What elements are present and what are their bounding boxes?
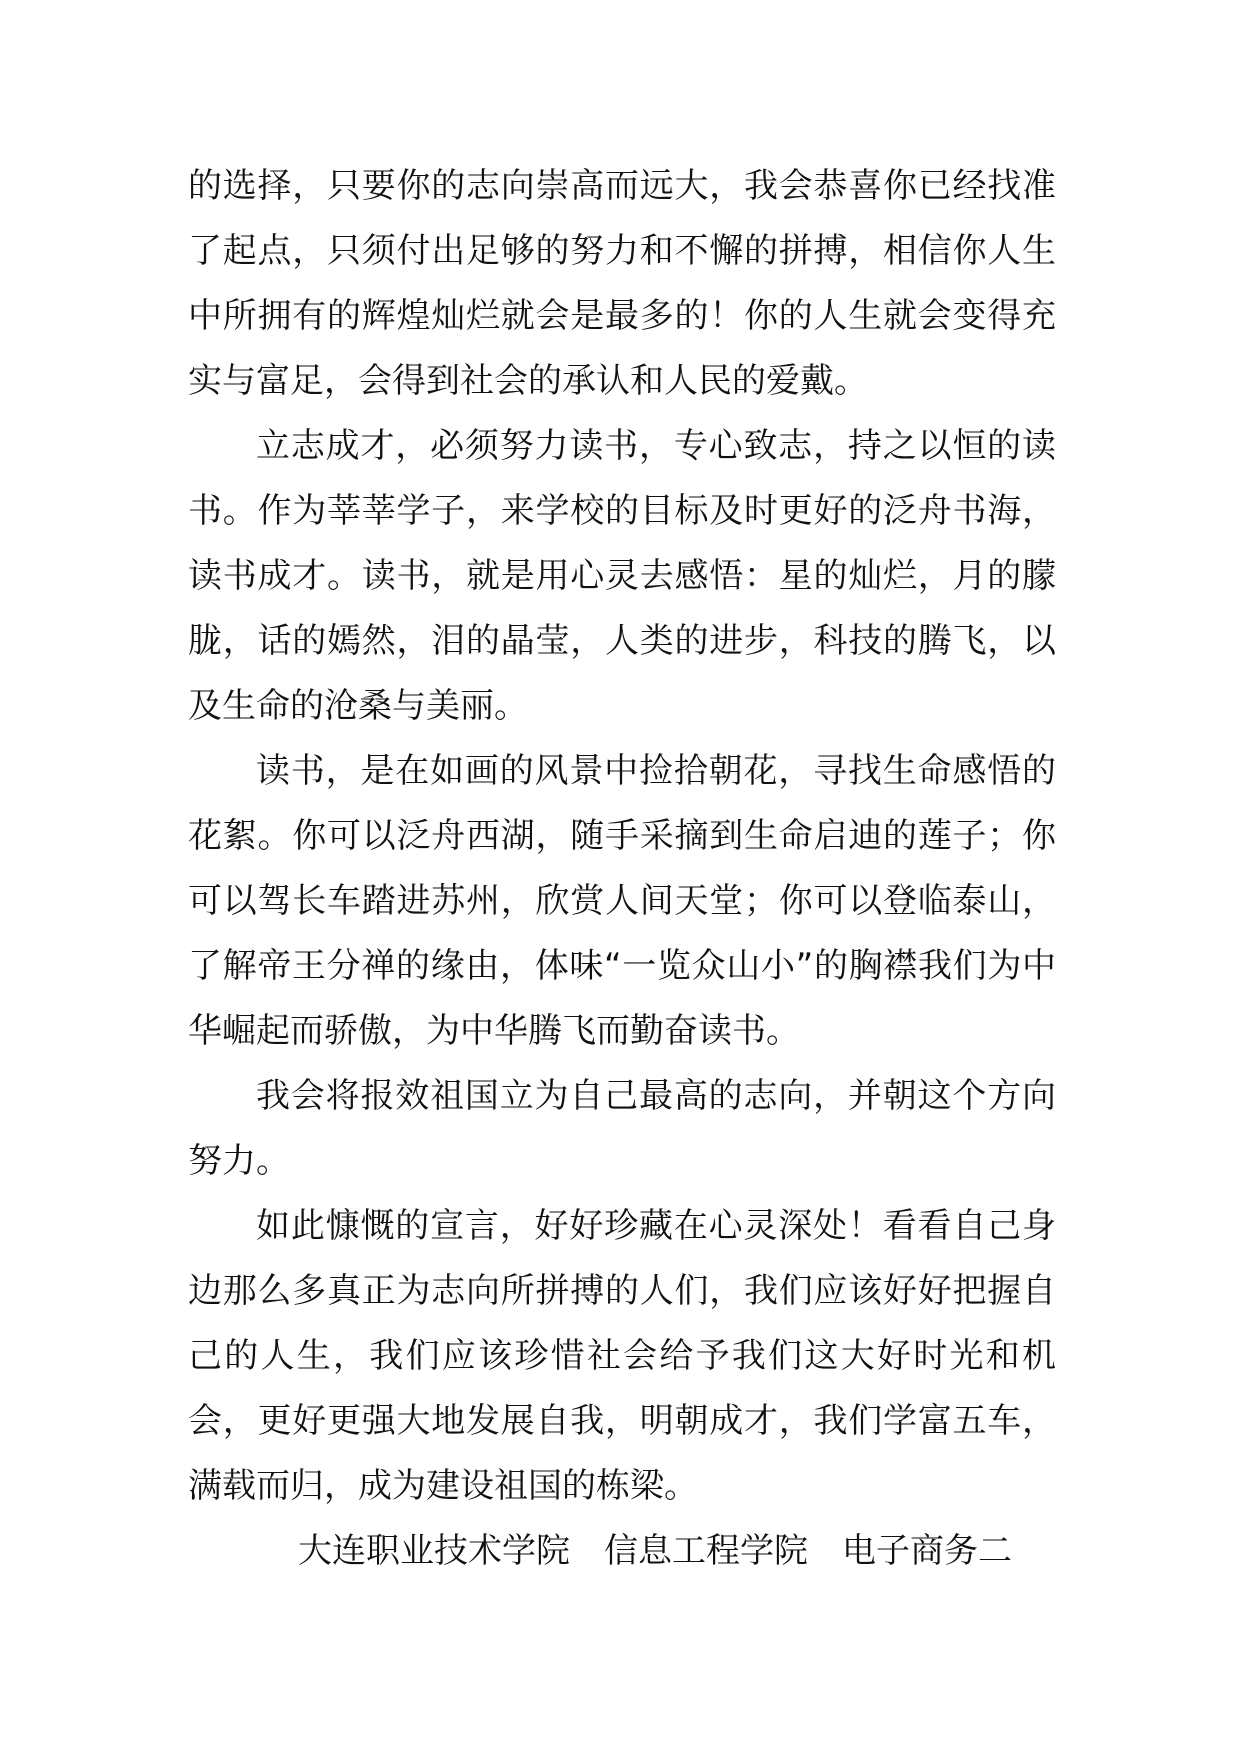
paragraph-declaration: 如此慷慨的宣言，好好珍藏在心灵深处！看看自己身边那么多真正为志向所拼搏的人们，我们应该好好把握自己的人生，我们应该珍惜社会给予我们这大好时光和机会，更好更强大地发展自我，明朝成才，我们学富五车，满载而归，成为建设祖国的栋梁。: [188, 1206, 1056, 1506]
author-signature: 大连职业技术学院 信息工程学院 电子商务二: [298, 1531, 1012, 1571]
paragraph-continued: 的选择，只要你的志向崇高而远大，我会恭喜你已经找准了起点，只须付出足够的努力和不懈的拼搏，相信你人生中所拥有的辉煌灿烂就会是最多的！你的人生就会变得充实与富足，会得到社会的承认和人民的爱戴。: [188, 166, 1056, 401]
paragraph-study-reading: 立志成才，必须努力读书，专心致志，持之以恒的读书。作为莘莘学子，来学校的目标及时更好的泛舟书海，读书成才。读书，就是用心灵去感悟：星的灿烂，月的朦胧，话的嫣然，泪的晶莹，人类的进步，科技的腾飞，以及生命的沧桑与美丽。: [188, 426, 1056, 726]
paragraph-reading-scenery: 读书，是在如画的风景中捡拾朝花，寻找生命感悟的花絮。你可以泛舟西湖，随手采摘到生命启迪的莲子；你可以驾长车踏进苏州，欣赏人间天堂；你可以登临泰山，了解帝王分禅的缘由，体味“一览众山小”的胸襟我们为中华崛起而骄傲，为中华腾飞而勤奋读书。: [188, 751, 1056, 1051]
document-body: [188, 154, 1056, 1584]
paragraph-serve-country: 我会将报效祖国立为自己最高的志向，并朝这个方向努力。: [188, 1076, 1056, 1181]
